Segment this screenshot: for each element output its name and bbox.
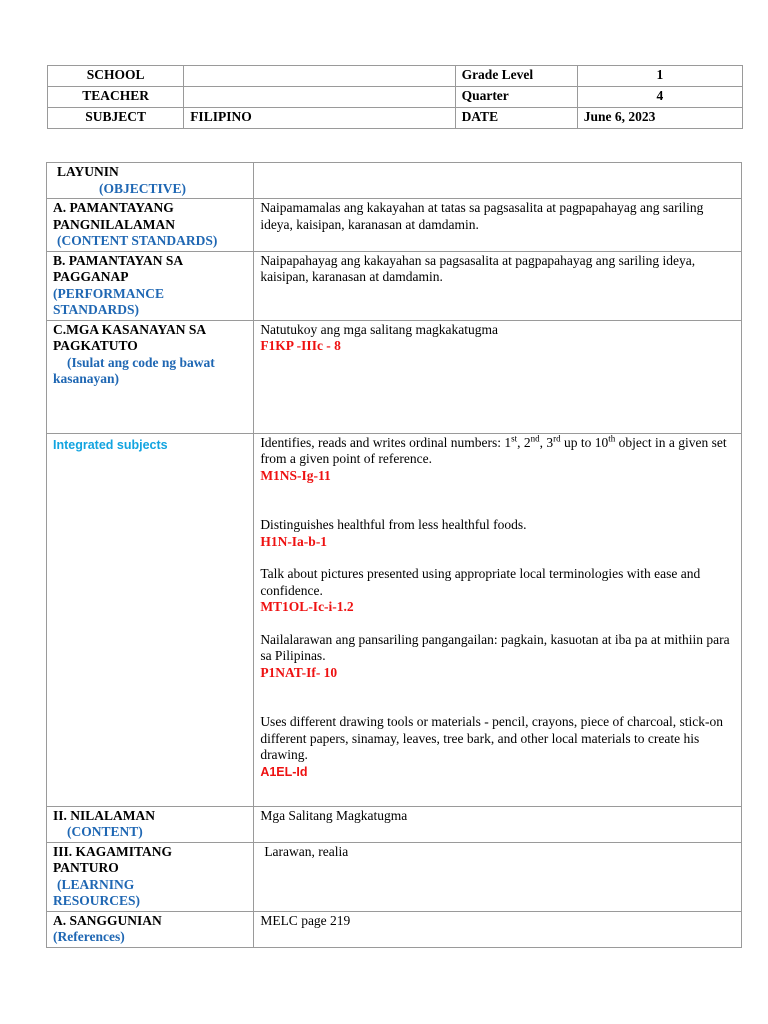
nilalaman-label-cell — [47, 806, 254, 842]
nilalaman-sub: (CONTENT) — [67, 824, 143, 839]
school-value — [184, 66, 455, 87]
content-standards-text: Naipamamalas ang kakayahan at tatas sa pagsasalita at pagpapahayag ang sariling ideya, kaisipan, karanasan at damdamin. — [254, 199, 742, 252]
date-label: DATE — [455, 108, 577, 129]
layunin-title: LAYUNIN — [57, 164, 119, 179]
performance-standards-sub-2: STANDARDS) — [53, 302, 140, 317]
subject-label: SUBJECT — [48, 108, 184, 129]
school-label: SCHOOL — [48, 66, 184, 87]
subject-value: FILIPINO — [184, 108, 455, 129]
integrated-item-2-code: H1N-Ia-b-1 — [260, 533, 328, 549]
competencies-title-2: PAGKATUTO — [53, 338, 138, 353]
sanggunian-title: A. SANGGUNIAN — [53, 912, 162, 928]
teacher-value — [184, 87, 455, 108]
spacer — [260, 484, 735, 517]
content-standards-title-2: PANGNILALAMAN — [53, 216, 175, 232]
sanggunian-label-cell — [47, 911, 254, 947]
competencies-title-1: C.MGA KASANAYAN SA — [53, 321, 207, 337]
kagamitan-text: Larawan, realia — [254, 842, 742, 911]
row-nilalaman — [47, 806, 742, 842]
nilalaman-title: II. NILALAMAN — [53, 807, 156, 823]
kagamitan-sub-2: RESOURCES) — [53, 893, 141, 908]
kagamitan-title-1: III. KAGAMITANG — [53, 843, 173, 859]
integrated-item-5-text: Uses different drawing tools or materials - pencil, crayons, piece of charcoal, stick-on different papers, sinamay, leaves, tree bark, and other local materials to create his drawing. — [260, 714, 724, 762]
layunin-sub: (OBJECTIVE) — [99, 180, 187, 196]
grade-level-label: Grade Level — [455, 66, 577, 87]
competencies-text: Natutukoy ang mga salitang magkakatugma — [260, 321, 498, 337]
row-kagamitan — [47, 842, 742, 911]
integrated-item-4-code: P1NAT-If- 10 — [260, 664, 338, 680]
competencies-sub-1: (Isulat ang code ng bawat — [67, 354, 215, 370]
kagamitan-title-2: PANTURO — [53, 860, 119, 875]
sanggunian-text: MELC page 219 — [254, 911, 742, 947]
grade-level-value: 1 — [577, 66, 742, 87]
competencies-code: F1KP -IIIc - 8 — [260, 338, 341, 353]
performance-standards-label-cell — [47, 251, 254, 320]
integrated-value-cell — [254, 433, 742, 806]
integrated-item-1-text: Identifies, reads and writes ordinal numbers: 1st, 2nd, 3rd up to 10th object in a given set from a given point of reference. — [260, 433, 727, 466]
performance-standards-text: Naipapahayag ang kakayahan sa pagsasalita at pagpapahayag ang sariling ideya, kaisipan, karanasan at damdamin. — [254, 251, 742, 320]
sanggunian-sub: (References) — [53, 929, 125, 944]
lesson-plan-table — [46, 162, 742, 948]
kagamitan-sub-1: (LEARNING — [57, 876, 135, 892]
row-competencies — [47, 320, 742, 433]
row-integrated-subjects — [47, 433, 742, 806]
teacher-label: TEACHER — [48, 87, 184, 108]
spacer — [260, 681, 735, 714]
header-row-school — [48, 66, 743, 87]
layunin-label-cell — [47, 163, 254, 199]
spacer — [260, 616, 735, 632]
row-content-standards — [47, 199, 742, 252]
quarter-value: 4 — [577, 87, 742, 108]
integrated-item-4-text: Nailalarawan ang pansariling pangangailan: pagkain, kasuotan at iba pa at mithiin para sa Pilipinas. — [260, 631, 730, 663]
integrated-title: Integrated subjects — [53, 437, 168, 452]
performance-standards-title-2: PAGGANAP — [53, 269, 129, 284]
integrated-item-5-code: A1EL-Id — [260, 764, 308, 779]
kagamitan-label-cell — [47, 842, 254, 911]
nilalaman-text: Mga Salitang Magkatugma — [254, 806, 742, 842]
competencies-value-cell — [254, 320, 742, 433]
content-standards-title-1: A. PAMANTAYANG — [53, 200, 174, 215]
row-performance-standards — [47, 251, 742, 320]
date-value: June 6, 2023 — [577, 108, 742, 129]
content-standards-label-cell — [47, 199, 254, 252]
integrated-item-3-text: Talk about pictures presented using appropriate local terminologies with ease and confidence. — [260, 566, 701, 598]
row-sanggunian — [47, 911, 742, 947]
integrated-item-3-code: MT1OL-Ic-i-1.2 — [260, 599, 354, 614]
integrated-item-2-text: Distinguishes healthful from less healthful foods. — [260, 517, 527, 532]
integrated-item-1-code: M1NS-Ig-11 — [260, 467, 331, 483]
layunin-value-cell — [254, 163, 742, 199]
content-standards-sub: (CONTENT STANDARDS) — [57, 233, 218, 248]
performance-standards-sub-1: (PERFORMANCE — [53, 285, 164, 301]
quarter-label: Quarter — [455, 87, 577, 108]
row-layunin — [47, 163, 742, 199]
header-row-subject — [48, 108, 743, 129]
header-row-teacher — [48, 87, 743, 108]
performance-standards-title-1: B. PAMANTAYAN SA — [53, 252, 184, 268]
competencies-sub-2: kasanayan) — [53, 371, 120, 386]
competencies-label-cell — [47, 320, 254, 433]
integrated-label-cell — [47, 433, 254, 806]
spacer — [260, 550, 735, 566]
header-table — [47, 65, 743, 129]
